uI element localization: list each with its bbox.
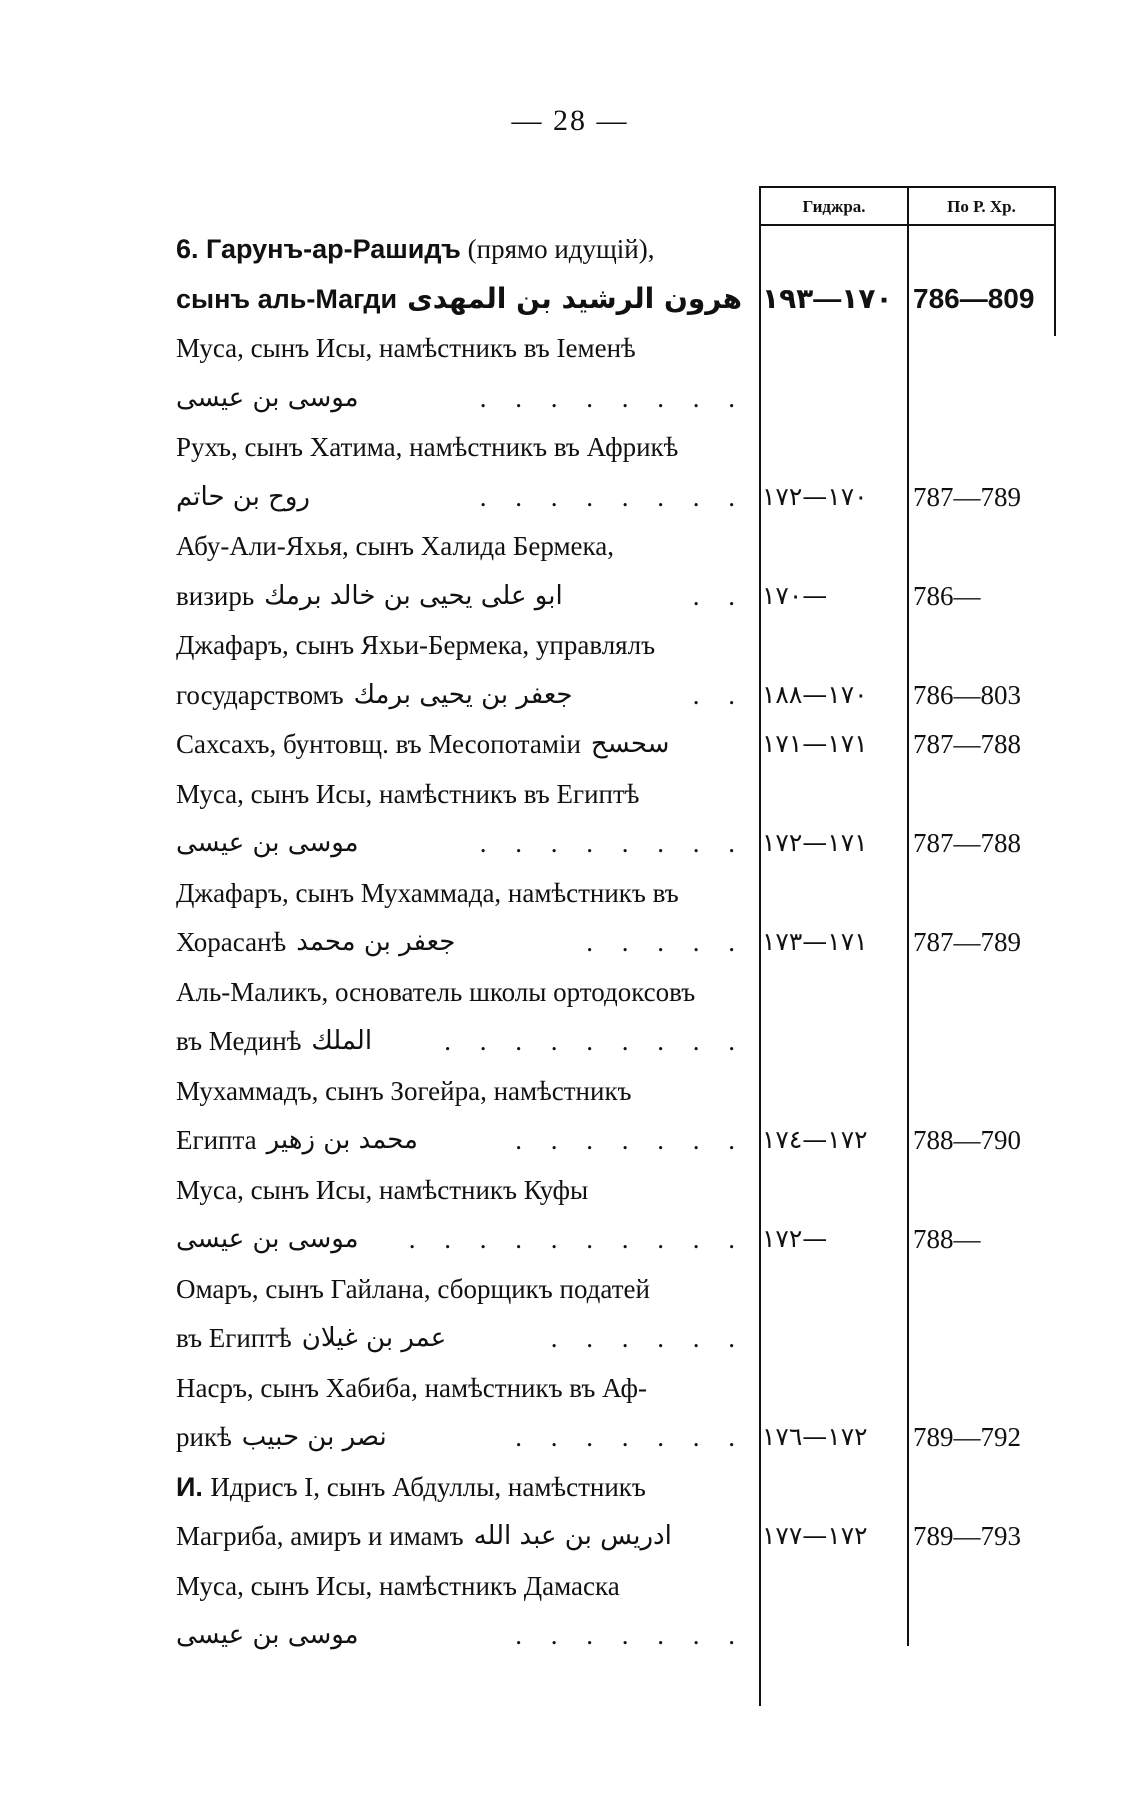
entry-text: Абу-Али-Яхья, сынъ Халида Бермека, xyxy=(176,531,614,561)
entry-text: Муса, сынъ Исы, намѣстникъ Куфы xyxy=(176,1175,589,1205)
leader-dots: . . . . . . . . . xyxy=(444,1026,746,1056)
hijra-date: ١٧٠—١٧٢ xyxy=(762,482,868,511)
arabic-name: موسى بن عيسى xyxy=(176,1620,359,1650)
hijra-date: ١٧٠—١٨٨ xyxy=(762,680,868,709)
ad-date: 786—803 xyxy=(913,680,1021,710)
arabic-name: روح بن حاتم xyxy=(176,482,310,512)
entry-line xyxy=(176,1462,746,1512)
entry-line xyxy=(176,1066,746,1116)
leader-dots: . . xyxy=(692,581,746,611)
hijra-date: ١٧١—١٧١ xyxy=(762,729,868,758)
entry-text: въ Египтѣ xyxy=(176,1323,292,1353)
arabic-name: موسى بن عيسى xyxy=(176,1224,359,1254)
entry-line xyxy=(176,1412,746,1462)
leader-dots: . . . . . . . xyxy=(515,1620,746,1650)
arabic-name: ابو على يحيى بن خالد برمك xyxy=(264,581,563,611)
hijra-date: ١٧١—١٧٣ xyxy=(762,927,868,956)
entry-text xyxy=(176,1462,646,1512)
entry-line xyxy=(176,323,746,373)
entry-line xyxy=(176,1214,746,1264)
ad-date: 789—793 xyxy=(913,1521,1021,1551)
ad-date: 787—788 xyxy=(913,828,1021,858)
entry-rest: Идрисъ I, сынъ Абдуллы, намѣстникъ xyxy=(210,1472,646,1502)
entry-rest: (прямо идущій), xyxy=(460,234,655,264)
entry-line xyxy=(176,719,746,769)
entry-text: Насръ, сынъ Хабиба, намѣстникъ въ Аф- xyxy=(176,1373,648,1403)
arabic-name: نصر بن حبيب xyxy=(241,1422,387,1452)
entry-text: Муса, сынъ Исы, намѣстникъ въ Іеменѣ xyxy=(176,333,636,363)
ad-column-header: По Р. Хр. xyxy=(947,197,1016,216)
entry-text: Аль-Маликъ, основатель школы ортодоксовъ xyxy=(176,977,696,1007)
entry-line xyxy=(176,620,746,670)
entry-number: 6. xyxy=(176,234,207,264)
leader-dots: . . . . . . xyxy=(550,1323,746,1353)
hijra-date: ١٧٠— xyxy=(762,581,828,610)
arabic-name: جعفر بن محمد xyxy=(296,927,456,957)
entry-line xyxy=(176,1610,746,1660)
leader-dots: . . . . . . . . . . xyxy=(408,1224,746,1254)
entry-line xyxy=(176,1264,746,1314)
entry-number: И. xyxy=(176,1472,211,1502)
entry-line xyxy=(176,373,746,423)
ad-date: 787—789 xyxy=(913,927,1021,957)
entry-line xyxy=(176,967,746,1017)
entry-line xyxy=(176,521,746,571)
arabic-name: سحسح xyxy=(590,729,670,759)
entry-text: Муса, сынъ Исы, намѣстникъ въ Египтѣ xyxy=(176,779,640,809)
entry-text: рикѣ xyxy=(176,1422,232,1452)
entry-line xyxy=(176,917,746,967)
table-middle-rule xyxy=(907,186,909,1646)
entry-line xyxy=(176,1561,746,1611)
entry-text: Мухаммадъ, сынъ Зогейра, намѣстникъ xyxy=(176,1076,632,1106)
ad-date: 787—788 xyxy=(913,729,1021,759)
leader-dots: . . . . . . . xyxy=(515,1422,746,1452)
leader-dots: . . . . . . . xyxy=(515,1125,746,1155)
entry-text: Муса, сынъ Исы, намѣстникъ Дамаска xyxy=(176,1571,620,1601)
entry-text: сынъ аль-Магди xyxy=(176,284,398,314)
entry-line xyxy=(176,224,746,274)
page-number: — 28 — xyxy=(511,104,629,137)
ad-date: 789—792 xyxy=(913,1422,1021,1452)
ruler-name: Гарунъ-ар-Рашидъ xyxy=(206,234,461,264)
entry-line xyxy=(176,274,746,324)
hijra-column-header: Гиджра. xyxy=(802,197,866,216)
arabic-name: موسى بن عيسى xyxy=(176,383,359,413)
entry-text: Сахсахъ, бунтовщ. въ Месопотаміи xyxy=(176,729,581,759)
table-left-rule xyxy=(759,186,761,1706)
leader-dots: . . . . . . . . xyxy=(479,383,746,413)
ad-date: 786— xyxy=(913,581,981,611)
hijra-date: ١٧٢— xyxy=(762,1224,828,1253)
hijra-date: ١٧٠—١٩٣ xyxy=(762,283,893,314)
entry-line xyxy=(176,422,746,472)
entry-line xyxy=(176,1165,746,1215)
entry-line xyxy=(176,670,746,720)
entry-text: Хорасанѣ xyxy=(176,927,287,957)
arabic-name: هرون الرشيد بن المهدى xyxy=(407,282,743,315)
arabic-name: عمر بن غيلان xyxy=(301,1323,447,1353)
entry-line xyxy=(176,868,746,918)
entry-line xyxy=(176,1363,746,1413)
hijra-date: ١٧١—١٧٢ xyxy=(762,828,868,857)
hijra-date: ١٧٢—١٧٧ xyxy=(762,1521,868,1550)
leader-dots: . . xyxy=(692,680,746,710)
entry-text: Омаръ, сынъ Гайлана, сборщикъ податей xyxy=(176,1274,650,1304)
entry-text: Джафаръ, сынъ Мухаммада, намѣстникъ въ xyxy=(176,878,679,908)
entry-line xyxy=(176,1313,746,1363)
entry-line xyxy=(176,1016,746,1066)
arabic-name: جعفر بن يحيى برمك xyxy=(353,680,573,710)
ad-date: 786—809 xyxy=(913,283,1035,314)
ad-date: 788—790 xyxy=(913,1125,1021,1155)
entry-text: Египта xyxy=(176,1125,257,1155)
ad-date: 788— xyxy=(913,1224,981,1254)
leader-dots: . . . . . xyxy=(586,927,746,957)
entry-line xyxy=(176,818,746,868)
entry-line xyxy=(176,1511,746,1561)
entry-text: Рухъ, сынъ Хатима, намѣстникъ въ Африкѣ xyxy=(176,432,679,462)
arabic-name: ادريس بن عبد الله xyxy=(473,1521,672,1551)
entry-line xyxy=(176,769,746,819)
leader-dots: . . . . . . . . xyxy=(479,828,746,858)
entry-text xyxy=(176,224,655,274)
entry-text: государствомъ xyxy=(176,680,344,710)
entry-line xyxy=(176,1115,746,1165)
entry-text: въ Мединѣ xyxy=(176,1026,302,1056)
ad-date: 787—789 xyxy=(913,482,1021,512)
entry-text: Джафаръ, сынъ Яхьи-Бермека, управлялъ xyxy=(176,630,656,660)
leader-dots: . . . . . . . . xyxy=(479,482,746,512)
arabic-name: محمد بن زهير xyxy=(266,1125,418,1155)
arabic-name: الملك xyxy=(311,1026,373,1056)
hijra-date: ١٧٢—١٧٤ xyxy=(762,1125,868,1154)
entry-line xyxy=(176,472,746,522)
arabic-name: موسى بن عيسى xyxy=(176,828,359,858)
hijra-date: ١٧٢—١٧٦ xyxy=(762,1422,868,1451)
entry-line xyxy=(176,571,746,621)
entry-text: визирь xyxy=(176,581,255,611)
entry-text: Магриба, амиръ и имамъ xyxy=(176,1521,464,1551)
